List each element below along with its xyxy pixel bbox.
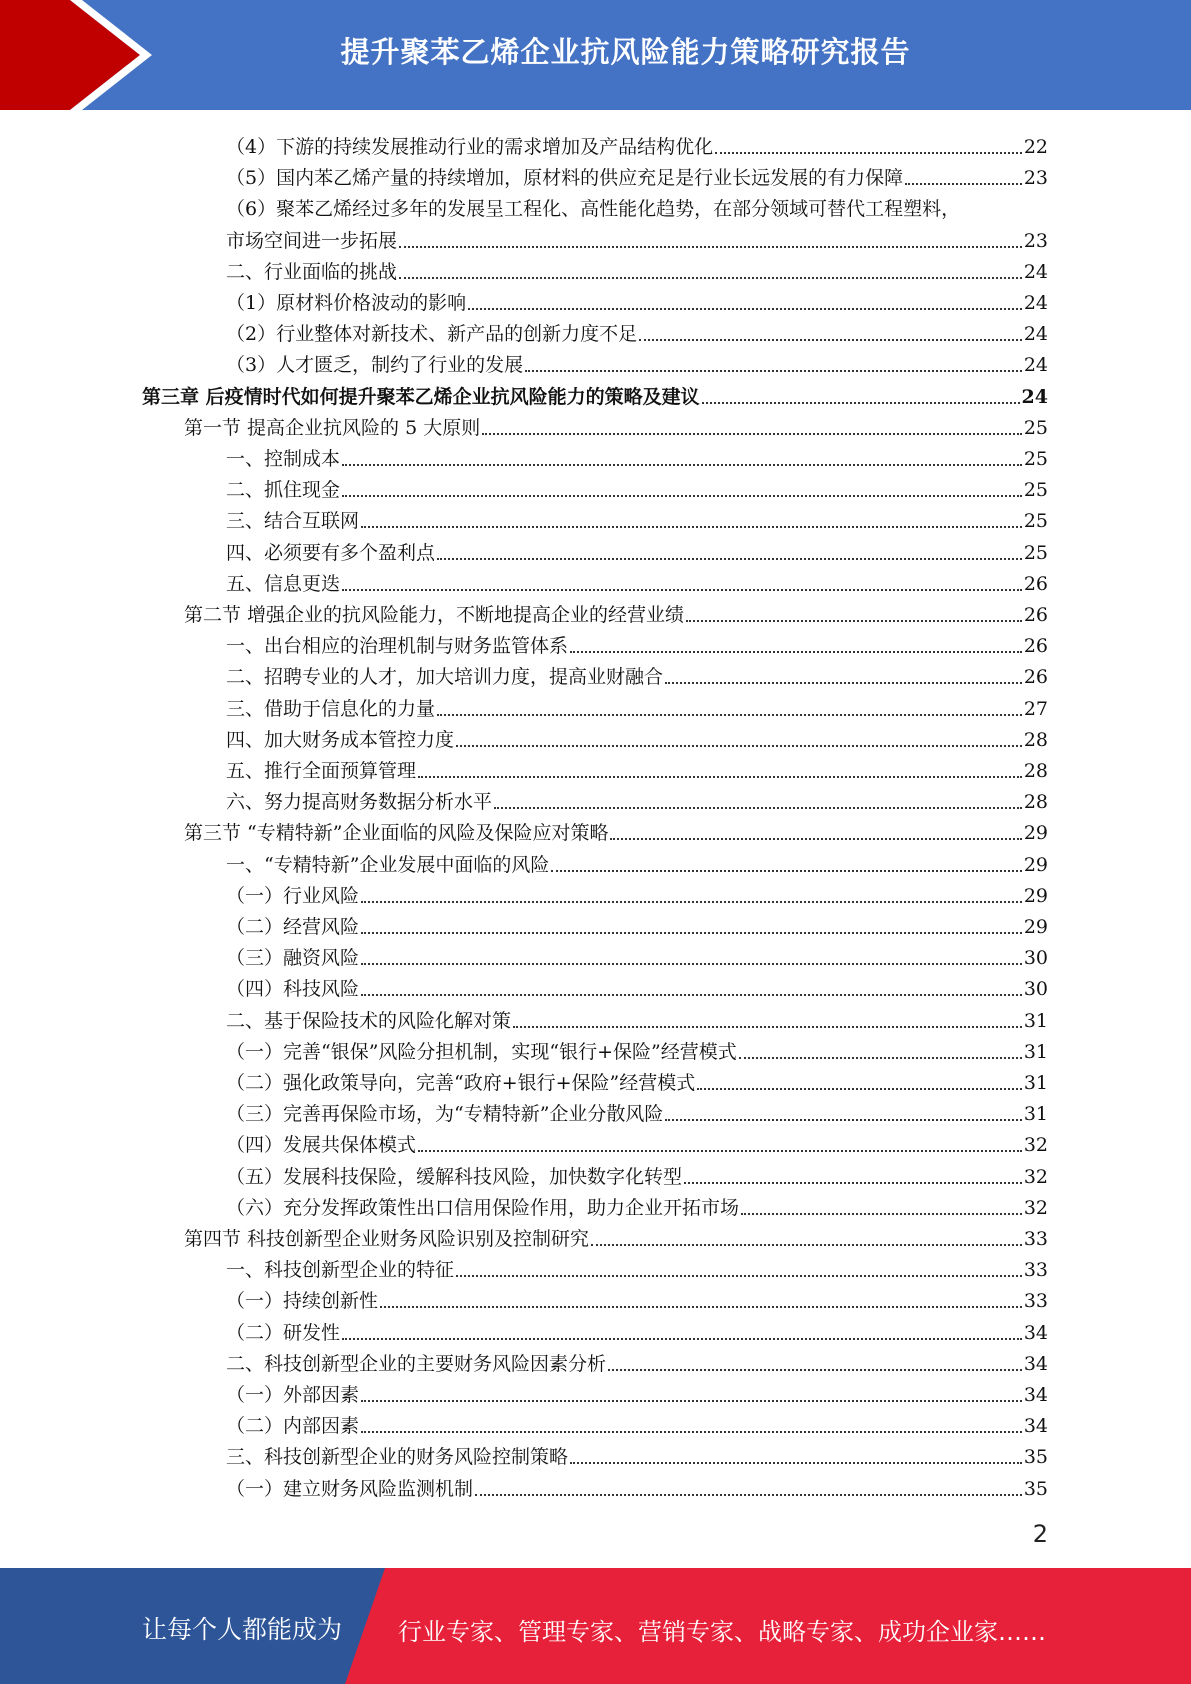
toc-entry-title: （一）外部因素 [226, 1384, 360, 1406]
toc-entry[interactable] [226, 440, 1048, 471]
toc-dot-leader [741, 1212, 1022, 1215]
toc-dot-leader [686, 619, 1022, 622]
toc-entry[interactable] [226, 1438, 1048, 1469]
toc-entry[interactable] [226, 284, 1048, 315]
toc-entry-page: 35 [1023, 1477, 1048, 1500]
toc-entry-page: 32 [1023, 1134, 1048, 1157]
toc-entry-title: （二）内部因素 [226, 1415, 360, 1438]
toc-entry-title: 二、招聘专业的人才，加大培训力度，提高业财融合 [226, 666, 664, 689]
toc-entry[interactable] [142, 378, 1048, 409]
toc-entry-page: 26 [1023, 572, 1048, 595]
toc-dot-leader [456, 744, 1022, 747]
toc-dot-leader [570, 650, 1022, 653]
footer-slogan-left: 让每个人都能成为 [142, 1615, 343, 1644]
toc-entry-page: 28 [1023, 791, 1048, 814]
toc-entry-page: 26 [1023, 635, 1048, 658]
toc-entry-title: 市场空间进一步拓展 [226, 229, 398, 252]
toc-entry[interactable] [226, 222, 1048, 253]
toc-entry-title: 第三节 “专精特新”企业面临的风险及保险应对策略 [184, 822, 609, 845]
toc-dot-leader [665, 1118, 1021, 1121]
toc-dot-leader [551, 869, 1021, 872]
toc-entry[interactable] [226, 1126, 1048, 1157]
toc-entry-title: （一）完善“银保”风险分担机制，实现“银行+保险”经营模式 [226, 1040, 737, 1063]
toc-entry-title: 二、科技创新型企业的主要财务风险因素分析 [226, 1352, 607, 1375]
toc-entry-title: 第三章 后疫情时代如何提升聚苯乙烯企业抗风险能力的策略及建议 [142, 385, 700, 408]
toc-dot-leader [361, 525, 1022, 528]
toc-entry[interactable] [226, 1158, 1048, 1189]
toc-entry-title: （三）完善再保险市场，为“专精特新”企业分散风险 [226, 1103, 664, 1126]
toc-entry[interactable] [226, 128, 1048, 159]
toc-entry-title: （3）人才匮乏，制约了行业的发展 [226, 354, 524, 377]
toc-entry[interactable] [226, 783, 1048, 814]
toc-entry[interactable] [226, 877, 1048, 908]
toc-dot-leader [342, 463, 1022, 466]
toc-dot-leader [399, 276, 1022, 279]
toc-entry-title: （一）持续创新性 [226, 1290, 379, 1313]
toc-dot-leader [418, 1149, 1022, 1152]
toc-entry[interactable] [226, 1064, 1048, 1095]
toc-entry-title: 一、科技创新型企业的特征 [226, 1259, 455, 1282]
toc-entry-title: （4）下游的持续发展推动行业的需求增加及产品结构优化 [226, 136, 714, 158]
toc-entry-page: 33 [1023, 1228, 1048, 1250]
toc-dot-leader [380, 1305, 1022, 1308]
toc-dot-leader [494, 806, 1022, 809]
toc-entry-title: 六、努力提高财务数据分析水平 [226, 791, 493, 814]
toc-entry-title: （三）融资风险 [226, 947, 360, 970]
toc-entry[interactable] [226, 1002, 1048, 1033]
toc-dot-leader [739, 1056, 1022, 1059]
toc-entry[interactable] [226, 534, 1048, 565]
toc-dot-leader [437, 557, 1022, 560]
toc-dot-leader [715, 151, 1022, 154]
toc-dot-leader [525, 369, 1022, 372]
toc-dot-leader [468, 307, 1022, 310]
toc-entry-title: （四）科技风险 [226, 978, 360, 1001]
report-title: 提升聚苯乙烯企业抗风险能力策略研究报告 [340, 35, 911, 69]
toc-entry[interactable] [226, 970, 1048, 1001]
toc-dot-leader [399, 245, 1022, 248]
toc-dot-leader [361, 1430, 1022, 1433]
toc-entry-page: 25 [1023, 416, 1048, 439]
toc-entry-page: 34 [1023, 1321, 1048, 1344]
toc-entry-page: 24 [1023, 260, 1048, 283]
toc-entry[interactable] [226, 1345, 1048, 1376]
toc-entry-title: 三、结合互联网 [226, 510, 360, 533]
toc-dot-leader [456, 1274, 1022, 1277]
toc-entry[interactable] [226, 253, 1048, 284]
toc-dot-leader [905, 182, 1022, 185]
toc-dot-leader [475, 1493, 1022, 1496]
toc-dot-leader [342, 494, 1022, 497]
toc-entry[interactable] [226, 565, 1048, 596]
toc-entry[interactable] [226, 1314, 1048, 1345]
toc-entry[interactable] [226, 471, 1048, 502]
page-header [0, 0, 1191, 110]
toc-entry[interactable] [226, 1095, 1048, 1126]
toc-entry[interactable] [184, 1220, 1048, 1251]
toc-entry-page: 31 [1023, 1103, 1048, 1126]
toc-entry-page: 29 [1023, 916, 1048, 938]
toc-entry-page: 29 [1023, 853, 1048, 876]
toc-dot-leader [702, 401, 1020, 404]
toc-entry-title: （二）强化政策导向，完善“政府+银行+保险”经营模式 [226, 1072, 696, 1094]
toc-dot-leader [608, 1368, 1022, 1371]
toc-dot-leader [639, 338, 1022, 341]
toc-entry-title: 二、基于保险技术的风险化解对策 [226, 1009, 512, 1032]
toc-entry-title: （五）发展科技保险，缓解科技风险，加快数字化转型 [226, 1165, 683, 1188]
toc-entry-page: 35 [1023, 1446, 1048, 1469]
toc-entry-page: 25 [1023, 479, 1048, 502]
toc-entry-title: 一、“专精特新”企业发展中面临的风险 [226, 853, 550, 876]
toc-entry-title: （一）行业风险 [226, 884, 360, 907]
toc-entry[interactable] [226, 721, 1048, 752]
toc-entry-page: 24 [1023, 323, 1048, 346]
toc-entry-title: 五、推行全面预算管理 [226, 760, 417, 782]
toc-entry[interactable] [184, 596, 1048, 627]
toc-entry-page: 26 [1023, 666, 1048, 689]
toc-entry-page: 32 [1023, 1165, 1048, 1188]
toc-entry-page: 34 [1023, 1352, 1048, 1375]
toc-entry-title: 一、控制成本 [226, 448, 341, 470]
toc-dot-leader [482, 432, 1022, 435]
toc-entry-page: 29 [1023, 884, 1048, 907]
toc-entry-page: 25 [1023, 541, 1048, 564]
toc-entry-page: 30 [1023, 947, 1048, 970]
toc-entry-title: （四）发展共保体模式 [226, 1134, 417, 1157]
toc-entry-page: 28 [1023, 760, 1048, 782]
toc-entry-title: （六）充分发挥政策性出口信用保险作用，助力企业开拓市场 [226, 1196, 740, 1219]
toc-entry-page: 25 [1023, 448, 1048, 470]
toc-dot-leader [361, 993, 1022, 996]
toc-entry-title: （5）国内苯乙烯产量的持续增加，原材料的供应充足是行业长远发展的有力保障 [226, 167, 904, 190]
toc-entry-page: 31 [1023, 1009, 1048, 1032]
toc-entry[interactable] [226, 159, 1048, 190]
toc-dot-leader [361, 962, 1022, 965]
toc-entry[interactable] [226, 627, 1048, 658]
toc-entry-page: 24 [1023, 354, 1048, 377]
toc-dot-leader [361, 1399, 1022, 1402]
toc-entry-page: 24 [1021, 385, 1048, 408]
toc-entry-title: 二、抓住现金 [226, 479, 341, 502]
toc-entry[interactable] [226, 1376, 1048, 1407]
toc-entry[interactable] [226, 846, 1048, 877]
toc-entry-page: 28 [1023, 728, 1048, 751]
toc-entry-page: 24 [1023, 292, 1048, 314]
toc-dot-leader [418, 775, 1022, 778]
toc-entry[interactable] [226, 752, 1048, 783]
toc-entry-page: 34 [1023, 1384, 1048, 1406]
page-footer [0, 1568, 1191, 1684]
toc-entry-title: （二）经营风险 [226, 916, 360, 938]
toc-entry-page: 33 [1023, 1259, 1048, 1282]
toc-entry-title: 四、必须要有多个盈利点 [226, 541, 436, 564]
toc-entry-page: 27 [1023, 697, 1048, 720]
toc-entry[interactable] [226, 315, 1048, 346]
toc-entry[interactable] [226, 939, 1048, 970]
toc-entry[interactable] [226, 1189, 1048, 1220]
toc-entry-page: 31 [1023, 1072, 1048, 1094]
toc-entry[interactable] [226, 502, 1048, 533]
toc-entry-title: （6）聚苯乙烯经过多年的发展呈工程化、高性能化趋势，在部分领域可替代工程塑料， [226, 198, 961, 221]
page-number: 2 [1032, 1520, 1048, 1548]
toc-entry[interactable] [226, 1033, 1048, 1064]
toc-dot-leader [361, 931, 1022, 934]
toc-entry-title: 二、行业面临的挑战 [226, 260, 398, 283]
toc-entry-title: 第一节 提高企业抗风险的 5 大原则 [184, 416, 481, 439]
toc-entry-title: （二）研发性 [226, 1321, 341, 1344]
toc-entry-page: 23 [1023, 167, 1048, 190]
toc-entry-page: 31 [1023, 1040, 1048, 1063]
toc-entry[interactable] [184, 409, 1048, 440]
footer-slogan-right: 行业专家、管理专家、营销专家、战略专家、成功企业家…… [398, 1618, 1046, 1646]
toc-dot-leader [697, 1087, 1022, 1090]
toc-entry[interactable] [226, 1470, 1048, 1501]
toc-dot-leader [513, 1025, 1022, 1028]
toc-entry[interactable] [226, 908, 1048, 939]
toc-entry-page: 23 [1023, 229, 1048, 252]
toc-entry-page: 29 [1023, 822, 1048, 845]
toc-entry[interactable] [226, 1282, 1048, 1313]
toc-dot-leader [610, 837, 1021, 840]
toc-entry-page: 25 [1023, 510, 1048, 533]
toc-dot-leader [570, 1461, 1022, 1464]
toc-entry-page: 30 [1023, 978, 1048, 1001]
toc-entry-title: （一）建立财务风险监测机制 [226, 1477, 474, 1500]
toc-entry-title: 一、出台相应的治理机制与财务监管体系 [226, 635, 569, 658]
toc-dot-leader [361, 900, 1022, 903]
toc-entry-title: 第四节 科技创新型企业财务风险识别及控制研究 [184, 1228, 590, 1250]
toc-entry-page: 32 [1023, 1196, 1048, 1219]
toc-entry[interactable] [226, 190, 1048, 221]
toc-dot-leader [437, 713, 1022, 716]
toc-entry[interactable] [226, 346, 1048, 377]
toc-entry[interactable] [226, 1251, 1048, 1282]
toc-entry-page: 22 [1023, 136, 1048, 158]
toc-entry-title: （1）原材料价格波动的影响 [226, 292, 467, 314]
toc-dot-leader [342, 588, 1022, 591]
toc-entry-title: 三、借助于信息化的力量 [226, 697, 436, 720]
toc-entry[interactable] [226, 1407, 1048, 1438]
toc-entry-title: 五、信息更迭 [226, 572, 341, 595]
toc-entry[interactable] [226, 658, 1048, 689]
toc-dot-leader [684, 1181, 1022, 1184]
toc-entry-page: 34 [1023, 1415, 1048, 1438]
toc-dot-leader [665, 681, 1022, 684]
toc-entry[interactable] [184, 814, 1048, 845]
toc-dot-leader [342, 1337, 1022, 1340]
toc-entry-title: 四、加大财务成本管控力度 [226, 728, 455, 751]
toc-entry[interactable] [226, 690, 1048, 721]
toc-entry-title: （2）行业整体对新技术、新产品的创新力度不足 [226, 323, 638, 346]
toc-entry-title: 三、科技创新型企业的财务风险控制策略 [226, 1446, 569, 1469]
toc-dot-leader [591, 1243, 1022, 1246]
toc-entry-page: 26 [1023, 604, 1048, 626]
toc-entry-title: 第二节 增强企业的抗风险能力，不断地提高企业的经营业绩 [184, 604, 685, 626]
toc-entry-page: 33 [1023, 1290, 1048, 1313]
